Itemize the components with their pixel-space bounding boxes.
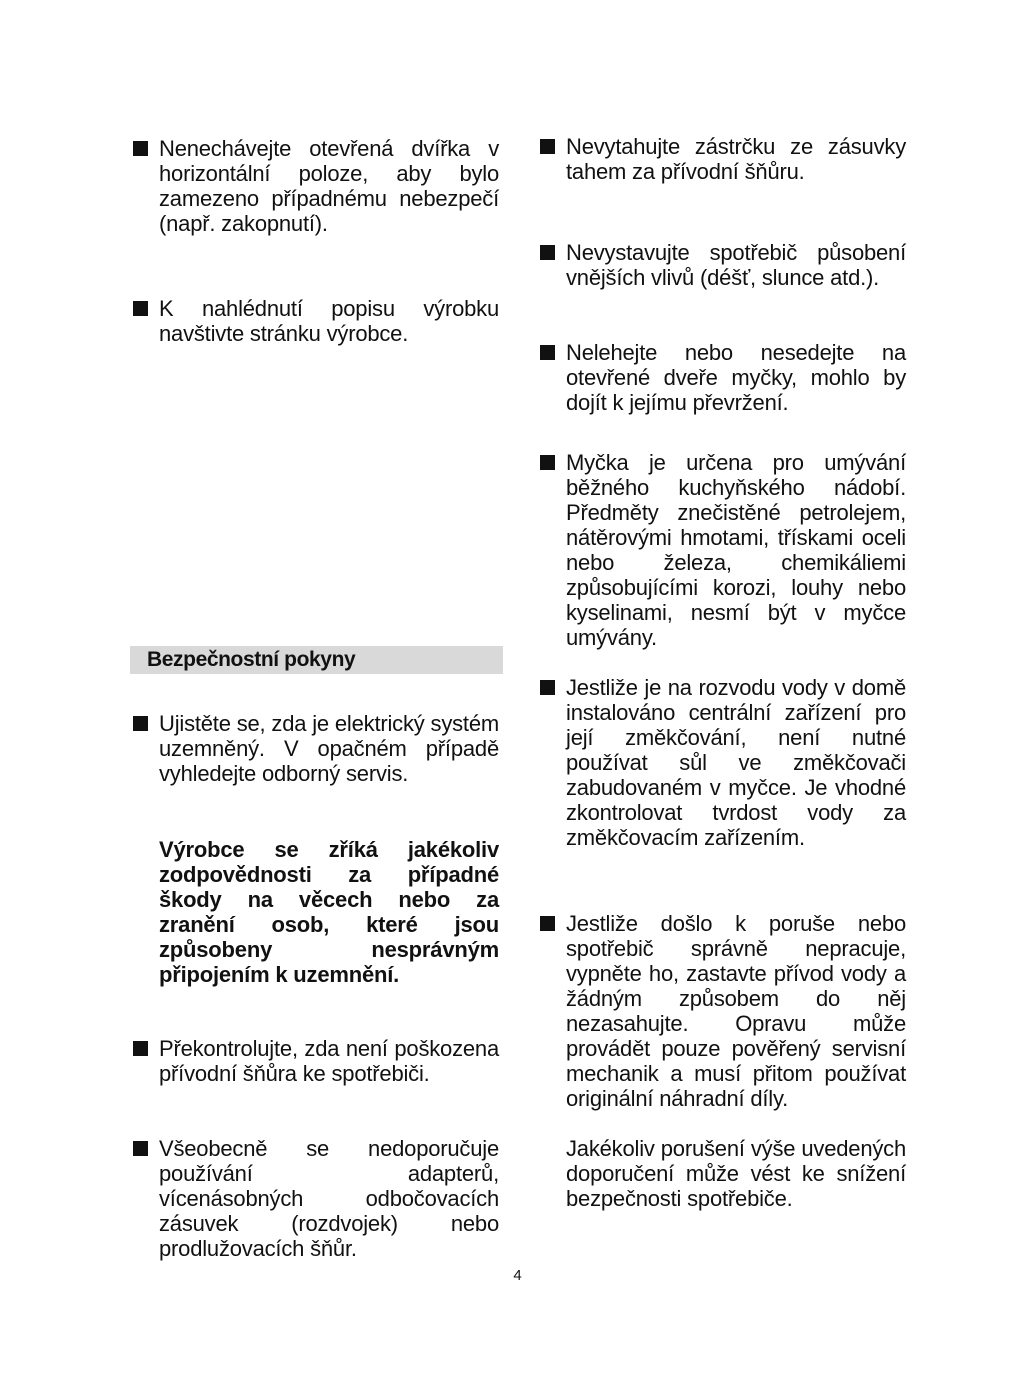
safety-grounding: Ujistěte se, zda je elektrický systém uzemněný. V opačném případě vyhledejte odborný servis. [159,711,499,786]
bullet-square-icon [540,916,555,931]
bullet-square-icon [133,301,148,316]
instruction-usage: Myčka je určena pro umývání běžného kuchyňského nádobí. Předměty znečistěné petrolejem, nátěrovými hmotami, třískami oceli nebo železa, chemikáliemi způsobujícími korozi, louhy nebo kyselinami, nesmí být v myčce umývány. [566,450,906,650]
safety-adapters: Všeobecně se nedoporučuje používání adapterů, vícenásobných odbočovacích zásuvek (rozdvojek) nebo prodlužovacích šňůr. [159,1136,499,1261]
instruction-plug: Nevytahujte zástrčku ze zásuvky tahem za přívodní šňůru. [566,134,906,184]
section-title: Bezpečnostní pokyny [147,648,356,671]
instruction-weather: Nevystavujte spotřebič působení vnějších vlivů (déšť, slunce atd.). [566,240,906,290]
safety-check-cord: Překontrolujte, zda není poškozena přívodní šňůra ke spotřebiči. [159,1036,499,1086]
instruction-product-description: K nahlédnutí popisu výrobku navštivte stránku výrobce. [159,296,499,346]
bullet-square-icon [540,345,555,360]
section-heading-bar [130,646,503,674]
bullet-square-icon [540,455,555,470]
bullet-square-icon [540,139,555,154]
bullet-square-icon [133,1141,148,1156]
safety-liability-notice: Výrobce se zříká jakékoliv zodpovědnosti za případné škody na věcech nebo za zranění osob, které jsou způsobeny nesprávným připojením k uzemnění. [159,837,499,987]
bullet-square-icon [540,245,555,260]
bullet-square-icon [133,716,148,731]
instruction-open-door: Nenechávejte otevřená dvířka v horizontální poloze, aby bylo zamezeno případnému nebezpečí (např. zakopnutí). [159,136,499,236]
bullet-square-icon [540,680,555,695]
instruction-malfunction: Jestliže došlo k poruše nebo spotřebič správně nepracuje, vypněte ho, zastavte přívod vody a žádným způsobem do něj nezasahujte. Opravu může provádět pouze pověřený servisní mechanik a musí přitom používat originální náhradní díly. [566,911,906,1111]
instruction-safety-warning: Jakékoliv porušení výše uvedených doporučení může vést ke snížení bezpečnosti spotřebiče. [566,1136,906,1211]
bullet-square-icon [133,1041,148,1056]
instruction-water-softener: Jestliže je na rozvodu vody v domě instalováno centrální zařízení pro její změkčování, není nutné používat sůl ve změkčovači zabudovaném v myčce. Je vhodné zkontrolovat tvrdost vody za změkčovacím zařízením. [566,675,906,850]
bullet-square-icon [133,141,148,156]
page-number: 4 [513,1267,522,1284]
instruction-door-load: Nelehejte nebo nesedejte na otevřené dveře myčky, mohlo by dojít k jejímu převržení. [566,340,906,415]
